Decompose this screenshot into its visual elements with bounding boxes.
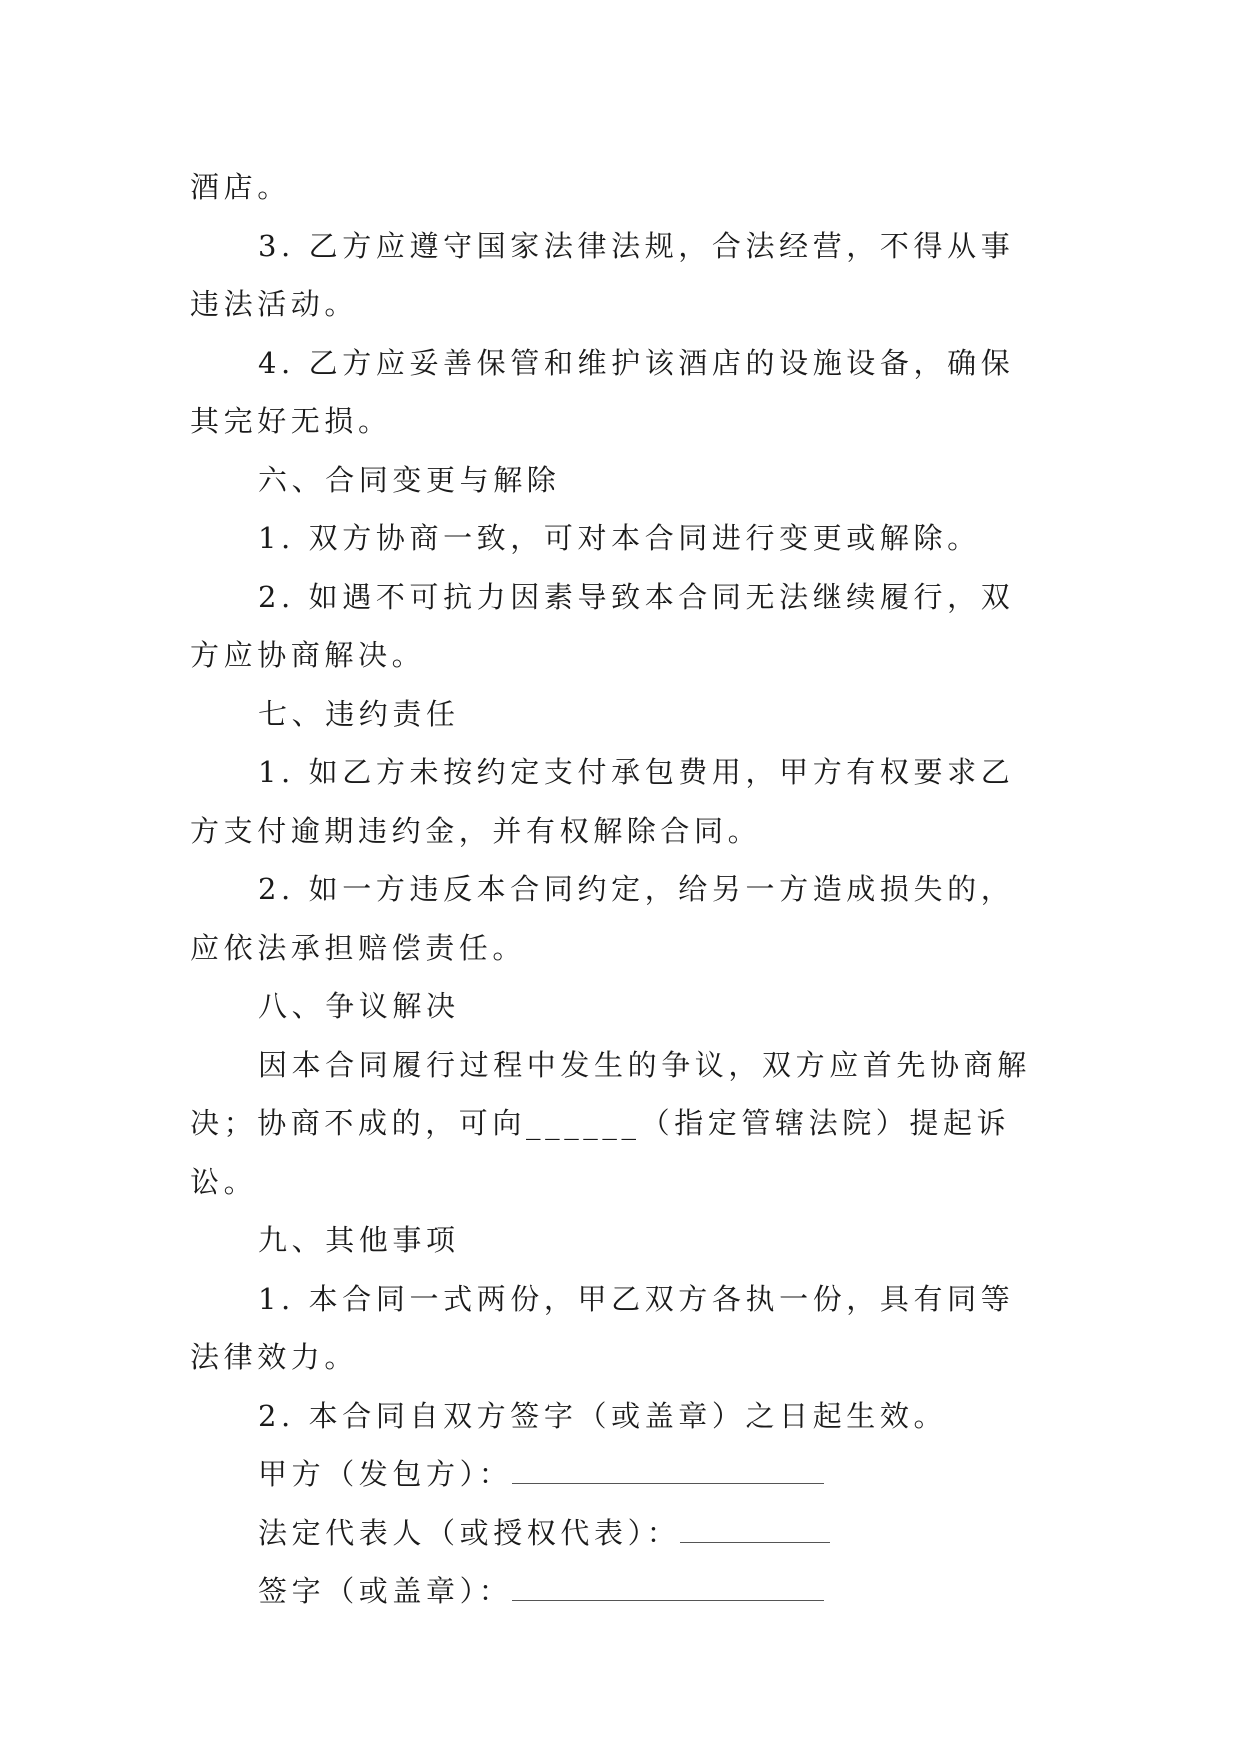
legal-rep-row <box>190 1504 1046 1563</box>
party-a-blank <box>512 1445 824 1484</box>
signature-block <box>190 1445 1046 1621</box>
clause-7-1: 1. 如乙方未按约定支付承包费用，甲方有权要求乙方支付逾期违约金，并有权解除合同。 <box>190 755 1015 848</box>
clause-7-2: 2. 如一方违反本合同约定，给另一方造成损失的，应依法承担赔偿责任。 <box>190 872 1015 965</box>
paragraph: 酒店。 <box>190 170 291 204</box>
clause-8: 因本合同履行过程中发生的争议，双方应首先协商解决；协商不成的，可向______（指定管辖法院）提起诉讼。 <box>190 1047 1031 1199</box>
clause-4: 4. 乙方应妥善保管和维护该酒店的设施设备，确保其完好无损。 <box>190 345 1015 438</box>
document-page <box>190 158 1046 1621</box>
clause-3: 3. 乙方应遵守国家法律法规，合法经营，不得从事违法活动。 <box>190 228 1015 321</box>
legal-rep-blank <box>680 1504 830 1543</box>
clause-9-2: 2. 本合同自双方签字（或盖章）之日起生效。 <box>258 1398 948 1433</box>
sign-label: 签字（或盖章）： <box>258 1574 513 1608</box>
section-heading-8: 八、争议解决 <box>258 989 460 1023</box>
party-a-label: 甲方（发包方）： <box>258 1457 513 1491</box>
section-heading-9: 九、其他事项 <box>258 1223 460 1257</box>
party-a-row <box>190 1445 1046 1504</box>
clause-6-1: 1. 双方协商一致，可对本合同进行变更或解除。 <box>258 521 981 555</box>
section-heading-6: 六、合同变更与解除 <box>258 462 561 497</box>
body-text <box>190 158 1046 1445</box>
section-heading-7: 七、违约责任 <box>258 696 460 731</box>
legal-rep-label: 法定代表人（或授权代表）： <box>258 1515 681 1550</box>
sign-row <box>190 1562 1046 1621</box>
clause-6-2: 2. 如遇不可抗力因素导致本合同无法继续履行，双方应协商解决。 <box>190 579 1015 672</box>
clause-9-1: 1. 本合同一式两份，甲乙双方各执一份，具有同等法律效力。 <box>190 1281 1015 1374</box>
sign-blank <box>512 1562 824 1601</box>
